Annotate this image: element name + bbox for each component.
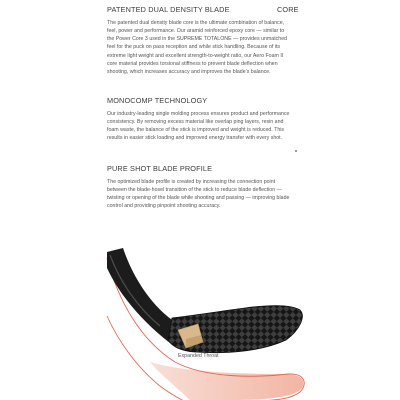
section-heading: MONOCOMP TECHNOLOGY [107,96,208,105]
section-body: Our industry-leading single molding process ensures product and performance consistency. By removing excess material like overlap ping layers, resin and foam waste, the balance of the stick is improved and weight is reduced. This results in easier stick loading and improved energy transfer with every shot. [107,111,290,142]
section-heading: PURE SHOT BLADE PROFILE [107,164,213,173]
illustration-caption: Expanded Throat [178,353,219,359]
heading-text: PATENTED DUAL DENSITY BLADE [107,5,230,14]
pure-shot-outline-fill [150,362,303,400]
heading-suffix: CORE [277,5,299,14]
section-body: The patented dual density blade core is the ultimate combination of balance, feel, power and performance. Our aramid reinforced epoxy core — similar to the Power Core 3 used in the SUPREME TOTALONE — provides unmatched feel for the puck on pass reception and while stick handling. Because of its extreme light weight and excellent strength-to-weight ratio, our Aero Foam II core material provides torsional stiffness to prevent blade deflection when shooting, which increases accuracy and improves the blade’s balance. [107,20,288,75]
section-body: The optimized blade profile is created by increasing the connection point between the blade-hosel transition of the stick to reduce blade deflection — twisting or opening of the blade while shooting and passing — improving blade control and providing pinpoint shooting accuracy. [107,179,290,210]
